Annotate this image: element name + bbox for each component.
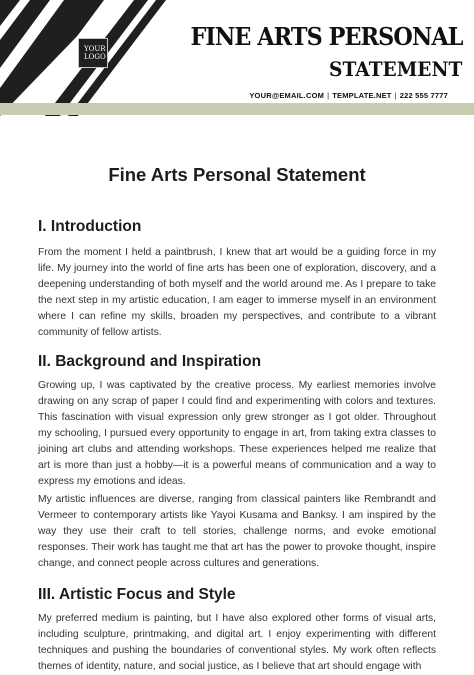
contact-email: YOUR@EMAIL.COM <box>249 91 325 100</box>
section-heading-introduction: I. Introduction <box>38 218 142 235</box>
contact-separator: | <box>327 91 330 100</box>
contact-website: TEMPLATE.NET <box>332 91 392 100</box>
logo-placeholder <box>78 38 108 68</box>
document-header <box>0 0 474 116</box>
contact-phone: 222 555 7777 <box>399 91 448 100</box>
accent-band <box>0 103 474 115</box>
header-title-line2: STATEMENT <box>328 57 462 81</box>
section-paragraph: From the moment I held a paintbrush, I knew that art would be a guiding force in my life. My journey into the world of fine arts has been one of exploration, discovery, and a deepening understanding of both myself and the world around me. As I prepare to take the next step in my artistic education, I am eager to immerse myself in an environment where I can refine my skills, broaden my perspectives, and contribute to a vibrant community of fellow artists. <box>38 247 436 338</box>
section-paragraph: My preferred medium is painting, but I have also explored other forms of visual arts, including sculpture, printmaking, and digital art. I enjoy experimenting with different techniques and pushing the boundaries of conventional styles. My work often reflects themes of identity, nature, and social justice, as I believe that art should engage with <box>38 613 436 672</box>
contact-line <box>249 91 448 100</box>
logo-text: YOUR LOGO <box>84 45 106 61</box>
section-paragraph: My artistic influences are diverse, ranging from classical painters like Rembrandt and Vermeer to contemporary artists like Yayoi Kusama and Banksy. I am inspired by the way they use their craft to tell stories, challenge norms, and evoke emotional responses. Their work has taught me that art has the power to provoke thought, inspire change, and connect people across cultures and generations. <box>38 494 436 569</box>
header-title-line1: FINE ARTS PERSONAL <box>189 22 462 51</box>
section-heading-background: II. Background and Inspiration <box>38 353 262 370</box>
contact-separator: | <box>394 91 397 100</box>
section-paragraph: Growing up, I was captivated by the creative process. My earliest memories involve drawing on any scrap of paper I could find and experimenting with colors and textures. This fascination with visual expression only grew stronger as I got older. Throughout my schooling, I pursued every opportunity to engage in art, from taking extra classes to joining art clubs and attending workshops. These experiences helped me realize that art is more than just a hobby—it is a powerful means of communication and a way to express my emotions and ideas. <box>38 380 436 487</box>
section-heading-artistic-focus: III. Artistic Focus and Style <box>38 586 236 603</box>
document-title: Fine Arts Personal Statement <box>108 164 366 185</box>
